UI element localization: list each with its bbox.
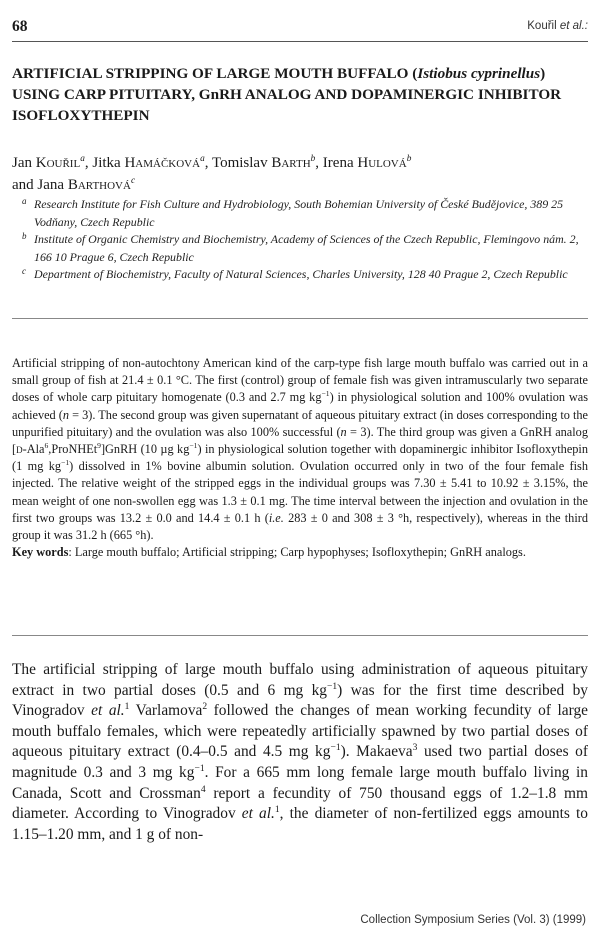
running-head [527,20,588,32]
author-name: Tomislav Barth$^b$, [211,154,323,171]
author-name: Irena Hulová$^b$ [322,154,412,171]
article-title: ARTIFICIAL STRIPPING OF LARGE MOUTH BUFFALO (Istiobus cyprinellus) USING CARP PITUITARY, GnRH ANALOG AND DOPAMINERGIC INHIBITOR ISOFLOXYTHEPIN [12,65,562,124]
affiliation-list [16,196,582,284]
running-head-author: Kouřil [527,20,560,32]
page-number: 68 [12,18,28,35]
affiliation-text: Department of Biochemistry, Faculty of Natural Sciences, Charles University, 128 40 Prague 2, Czech Republic [34,267,568,281]
affiliation [16,231,582,266]
author-name: Jan Kouřil$^a$, [12,154,93,171]
abstract-rule [12,635,588,636]
page-footer: Collection Symposium Series (Vol. 3) (1999) [360,914,586,926]
header-rule [12,41,588,42]
abstract-text: Artificial stripping of non-autochtony American kind of the carp-type fish large mouth buffalo was carried out in a small group of fish at 21.4 ± 0.1 °C. The first (control) group of female fish was given intramuscularly two separate doses of whole carp pituitary homogenate (0.3 and 2.7 mg $kg^{-1}$) in physiological solution and 100% ovulation was achieved (n = 3). The second group was given supernatant of aqueous pituitary extract (in doses corresponding to the unpurified pituitary) and the ovulation was also 100% successful (n = 3). The third group was given a GnRH analog [d-Ala$^6$,ProNHEt$^9$]GnRH (10 µg $kg^{-1}$) in physiological solution together with dopaminergic inhibitor Isofloxythepin (1 mg $kg^{-1}$) dissolved in 1% bovine albumin solution. Ovulation occurred only in two of the four female fish injected. The relative weight of the stripped eggs in the individual groups was 7.30 ± 5.41 to 10.92 ± 3.15%, the mean weight of one non-swollen egg was 1.3 ± 0.1 mg. The time interval between the injection and ovulation in the first two groups was 13.2 ± 0.0 and 14.4 ± 0.1 h (i.e. 283 ± 0 and 308 ± 3 °h, respectively), whereas in the third group it was 31.2 h (665 °h). [12,356,588,543]
affiliation-mark: c [22,266,26,276]
running-head-etal: et al.: [559,20,588,32]
author-name: Jitka Hamáčková$^a$, [92,154,212,171]
page-header [12,18,588,38]
abstract [12,355,588,561]
affiliation [16,266,582,284]
affiliation-mark: a [22,196,27,206]
keywords: Key words: Large mouth buffalo; Artificial stripping; Carp hypophyses; Isofloxythepin; GnRH analogs. [12,545,526,560]
author-list [12,152,582,196]
author-name: and Jana Barthová$^c$ [12,176,136,193]
affiliation [16,196,582,231]
affiliation-text: Institute of Organic Chemistry and Biochemistry, Academy of Sciences of the Czech Republic, Flemingovo nám. 2, 166 10 Prague 6, Czech Republic [34,232,579,264]
section-rule [12,318,588,319]
body-text [12,660,588,845]
affiliation-mark: b [22,231,27,241]
body-paragraph: The artificial stripping of large mouth buffalo using administration of aqueous pituitary extract in two partial doses (0.5 and 6 mg $kg^{-1}$) was for the first time described by Vinogradov et al.$^1$ Varlamova$^2$ followed the changes of mean working fecundity of large mouth buffalo females, which were repeatedly artificially spawned by two partial doses of aqueous pituitary extract (0.4–0.5 and 4.5 mg $kg^{-1}$). Makaeva$^3$ used two partial doses of magnitude 0.3 and 3 mg $kg^{-1}$. For a 665 mm long female large mouth buffalo living in Canada, Scott and Crossman$^4$ report a fecundity of 750 thousand eggs of 1.2–1.8 mm diameter. According to Vinogradov et al.$^1$, the diameter of non-fertilized eggs amounts to 1.15–1.20 mm, and 1 g of non- [12,661,589,843]
affiliation-text: Research Institute for Fish Culture and Hydrobiology, South Bohemian University of České Budějovice, 389 25 Vodňany, Czech Republic [34,197,564,229]
